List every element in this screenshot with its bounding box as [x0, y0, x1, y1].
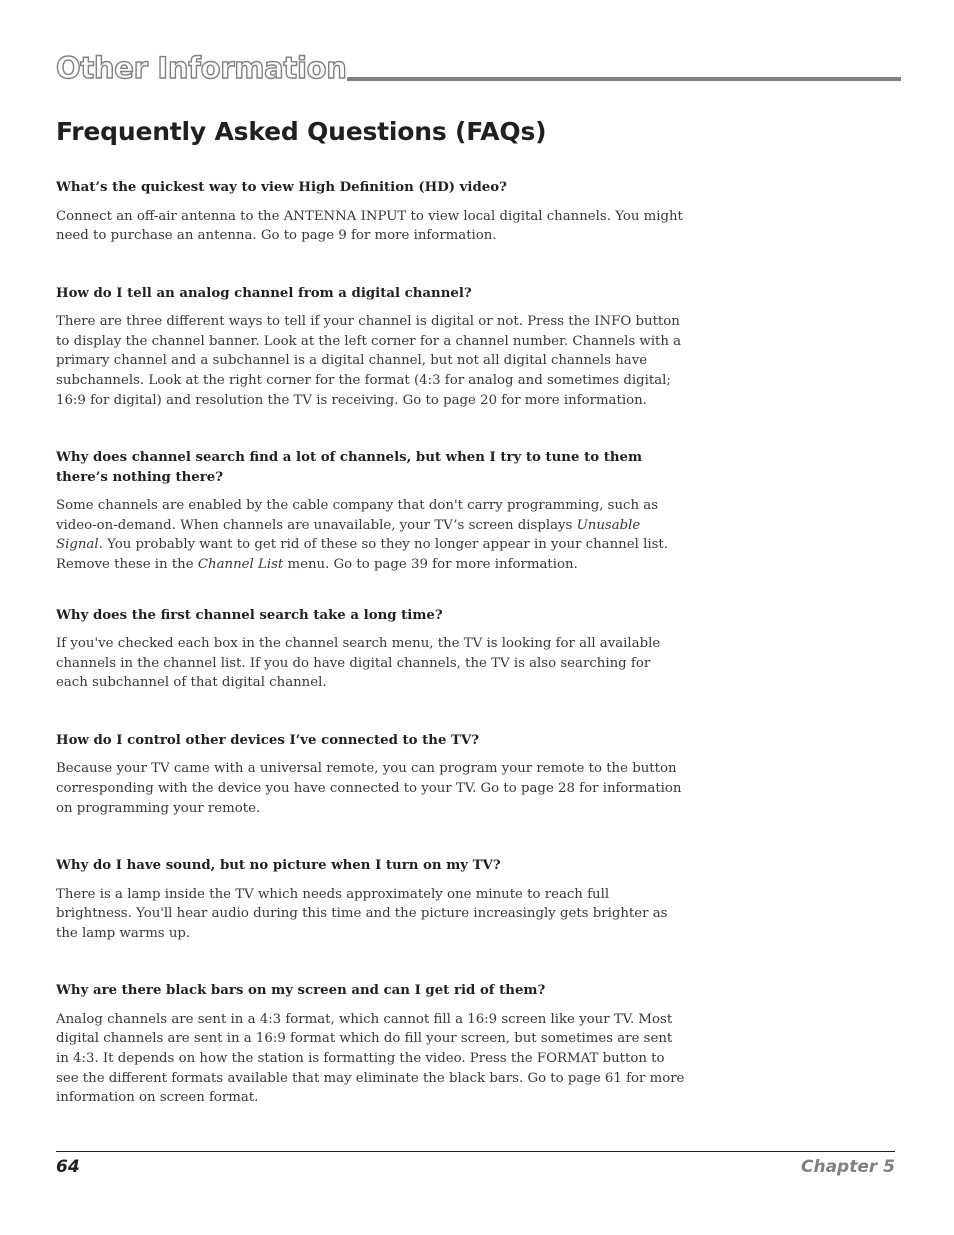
footer-rule [56, 1151, 895, 1152]
faq-item [56, 731, 686, 818]
faq-answer: If you've checked each box in the channel search menu, the TV is looking for all available channels in the channel list. If you do have digital channels, the TV is also searching for each subchannel of that digital channel. [56, 636, 661, 691]
faq-answer [56, 496, 686, 574]
answer-emphasis: Channel List [197, 556, 284, 572]
section-header [56, 51, 901, 85]
faq-question: How do I control other devices I’ve connected to the TV? [56, 732, 480, 748]
answer-text: menu. Go to page 39 for more information. [283, 556, 578, 572]
answer-emphasis: Unusable Signal [56, 517, 641, 553]
answer-text: Some channels are enabled by the cable company that don't carry programming, such as video-on-demand. When channels are unavailable, your TV’s screen displays [56, 498, 659, 533]
page-number: 64 [56, 1157, 80, 1177]
faq-item [56, 606, 686, 693]
section-title: Other Information [56, 51, 347, 85]
chapter-label: Chapter 5 [800, 1157, 895, 1177]
faq-item [56, 981, 686, 1107]
page-title: Frequently Asked Questions (FAQs) [56, 117, 547, 146]
faq-item [56, 856, 686, 943]
faq-item [56, 448, 686, 574]
faq-question: How do I tell an analog channel from a digital channel? [56, 285, 472, 301]
faq-question: Why do I have sound, but no picture when I turn on my TV? [56, 858, 501, 874]
faq-question: Why does channel search find a lot of channels, but when I try to tune to them there’s nothing there? [56, 450, 643, 485]
faq-list [56, 178, 686, 1108]
faq-answer: Analog channels are sent in a 4:3 format, which cannot fill a 16:9 screen like your TV. Most digital channels are sent in a 16:9 format which do fill your screen, but sometimes are sent in 4:3. It depends on how the station is formatting the video. Press the FORMAT button to see the different formats available that may eliminate the black bars. Go to page 61 for more information on screen format. [56, 1011, 685, 1106]
faq-question: Why are there black bars on my screen and can I get rid of them? [56, 983, 546, 999]
faq-answer: There is a lamp inside the TV which needs approximately one minute to reach full brightness. You'll hear audio during this time and the picture increasingly gets brighter as the lamp warms up. [56, 886, 668, 941]
faq-answer: Because your TV came with a universal remote, you can program your remote to the button corresponding with the device you have connected to your TV. Go to page 28 for information on programming your remote. [56, 761, 682, 816]
answer-text: . You probably want to get rid of these so they no longer appear in your channel list. Remove these in the [56, 537, 668, 572]
faq-question: What’s the quickest way to view High Definition (HD) video? [56, 180, 507, 195]
faq-question: Why does the first channel search take a long time? [56, 607, 443, 623]
faq-answer: There are three different ways to tell if your channel is digital or not. Press the INFO button to display the channel banner. Look at the left corner for a channel number. Channels with a primary channel and a subchannel is a digital channel, but not all digital channels have subchannels. Look at the right corner for the format (4:3 for analog and sometimes digital; 16:9 for digital) and resolution the TV is receiving. Go to page 20 for more information. [56, 314, 682, 408]
faq-item [56, 284, 686, 410]
faq-answer: Connect an off-air antenna to the ANTENNA INPUT to view local digital channels. You might need to purchase an antenna. Go to page 9 for more information. [56, 208, 683, 244]
faq-item [56, 178, 686, 246]
